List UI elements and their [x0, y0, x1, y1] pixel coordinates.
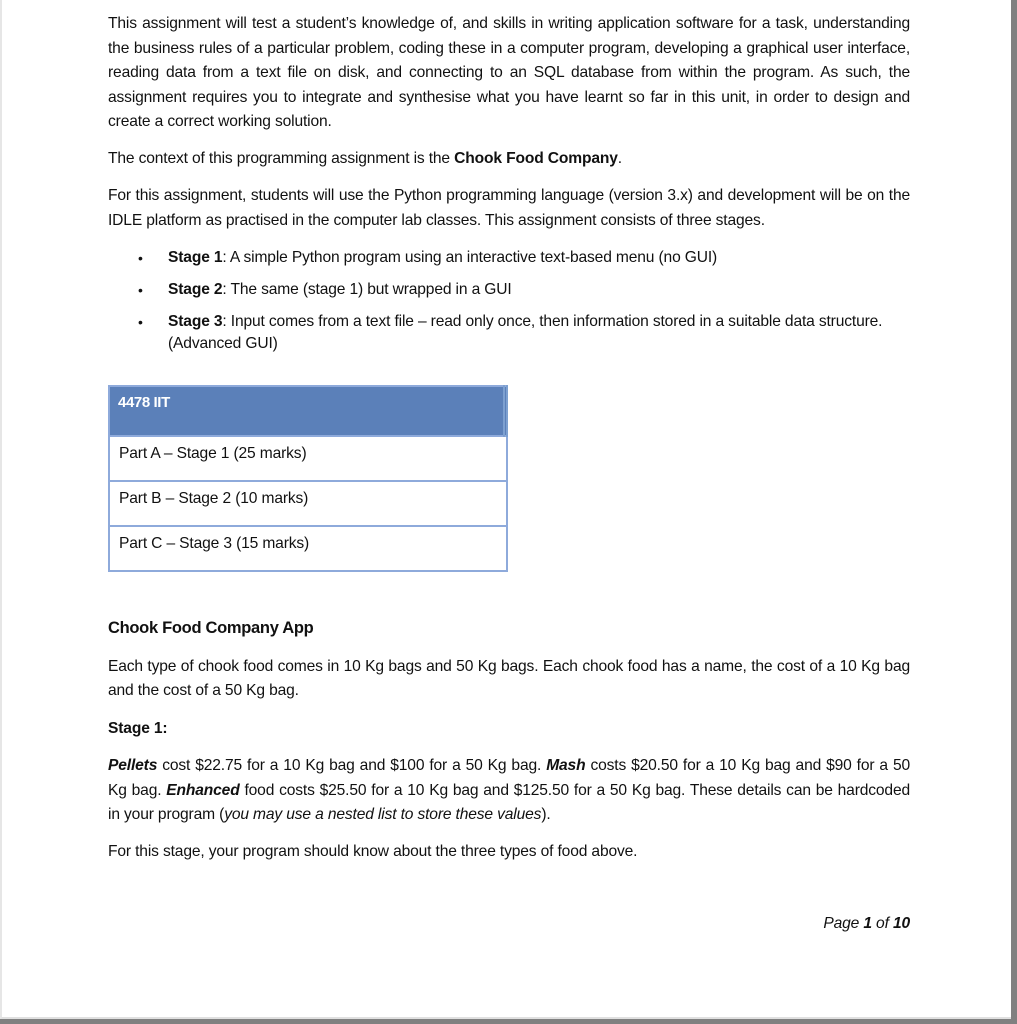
table-cell: Part A – Stage 1 (25 marks) — [109, 436, 507, 481]
stage-list-item — [138, 279, 910, 301]
stage-description: : The same (stage 1) but wrapped in a GUI — [222, 281, 512, 298]
section-heading: Chook Food Company App — [108, 619, 314, 637]
of-word: of — [871, 915, 893, 932]
page-content — [108, 12, 910, 932]
stage-label: Stage 3 — [168, 313, 223, 330]
prices-end: ). — [541, 806, 551, 823]
stages-list — [108, 247, 910, 355]
context-paragraph — [108, 147, 910, 172]
table-header-cell: 4478 IIT — [109, 386, 504, 436]
table-header-spacer — [504, 386, 507, 436]
food-name-enhanced: Enhanced — [166, 781, 240, 799]
table-cell: Part B – Stage 2 (10 marks) — [109, 481, 507, 526]
nested-list-hint: you may use a nested list to store these values — [224, 806, 542, 823]
table-row — [109, 481, 507, 526]
intro-paragraph: This assignment will test a student’s knowledge of, and skills in writing application software for a task, understanding the business rules of a particular problem, coding these in a computer program, developing a graphical user interface, reading data from a text file on disk, and connecting to an SQL database from within the program. As such, the assignment requires you to integrate and synthesise what you have learnt so far in this unit, in order to design and create a correct working solution. — [108, 15, 910, 130]
bullet-icon: • — [138, 250, 143, 266]
page-number — [823, 912, 910, 937]
stage-description: : Input comes from a text file – read only once, then information stored in a suitable data structure. (Advanced GUI) — [168, 313, 883, 352]
stage-list-item — [138, 247, 910, 269]
food-name-mash: Mash — [546, 757, 586, 774]
closing-paragraph: For this stage, your program should know about the three types of food above. — [108, 842, 638, 860]
bullet-icon: • — [138, 282, 143, 298]
marks-table — [108, 385, 508, 572]
table-row — [109, 526, 507, 571]
bullet-icon: • — [138, 314, 143, 330]
stage-label: Stage 2 — [168, 281, 223, 298]
food-name-pellets: Pellets — [108, 757, 158, 774]
total-pages: 10 — [892, 915, 910, 932]
stage-label: Stage 1 — [168, 249, 223, 266]
bags-paragraph: Each type of chook food comes in 10 Kg bags and 50 Kg bags. Each chook food has a name, the cost of a 10 Kg bag and the cost of a 50 Kg bag. — [108, 657, 910, 699]
platform-paragraph: For this assignment, students will use the Python programming language (version 3.x) and development will be on the IDLE platform as practised in the computer lab classes. This assignment consists of three stages. — [108, 187, 910, 229]
enhanced-price-text: food costs $25.50 for a 10 Kg bag and $125.50 for a 50 Kg bag. These details can be hardcoded in your program ( — [108, 781, 910, 823]
prices-paragraph — [108, 754, 910, 828]
page-word: Page — [823, 915, 864, 932]
current-page: 1 — [863, 915, 872, 932]
stage-heading: Stage 1: — [108, 719, 168, 737]
table-row — [109, 436, 507, 481]
context-suffix: . — [617, 149, 622, 167]
mash-price-text: costs $20.50 for a 10 Kg bag and $90 for a 50 Kg bag. — [108, 757, 910, 799]
stage-description: : A simple Python program using an interactive text-based menu (no GUI) — [222, 249, 718, 266]
company-name: Chook Food Company — [454, 149, 618, 167]
context-prefix: The context of this programming assignment is the — [108, 149, 455, 167]
table-cell: Part C – Stage 3 (15 marks) — [109, 526, 507, 571]
table-header-row — [109, 386, 507, 436]
pellets-price-text: cost $22.75 for a 10 Kg bag and $100 for a 50 Kg bag. — [157, 757, 547, 774]
stage-list-item — [138, 311, 910, 355]
